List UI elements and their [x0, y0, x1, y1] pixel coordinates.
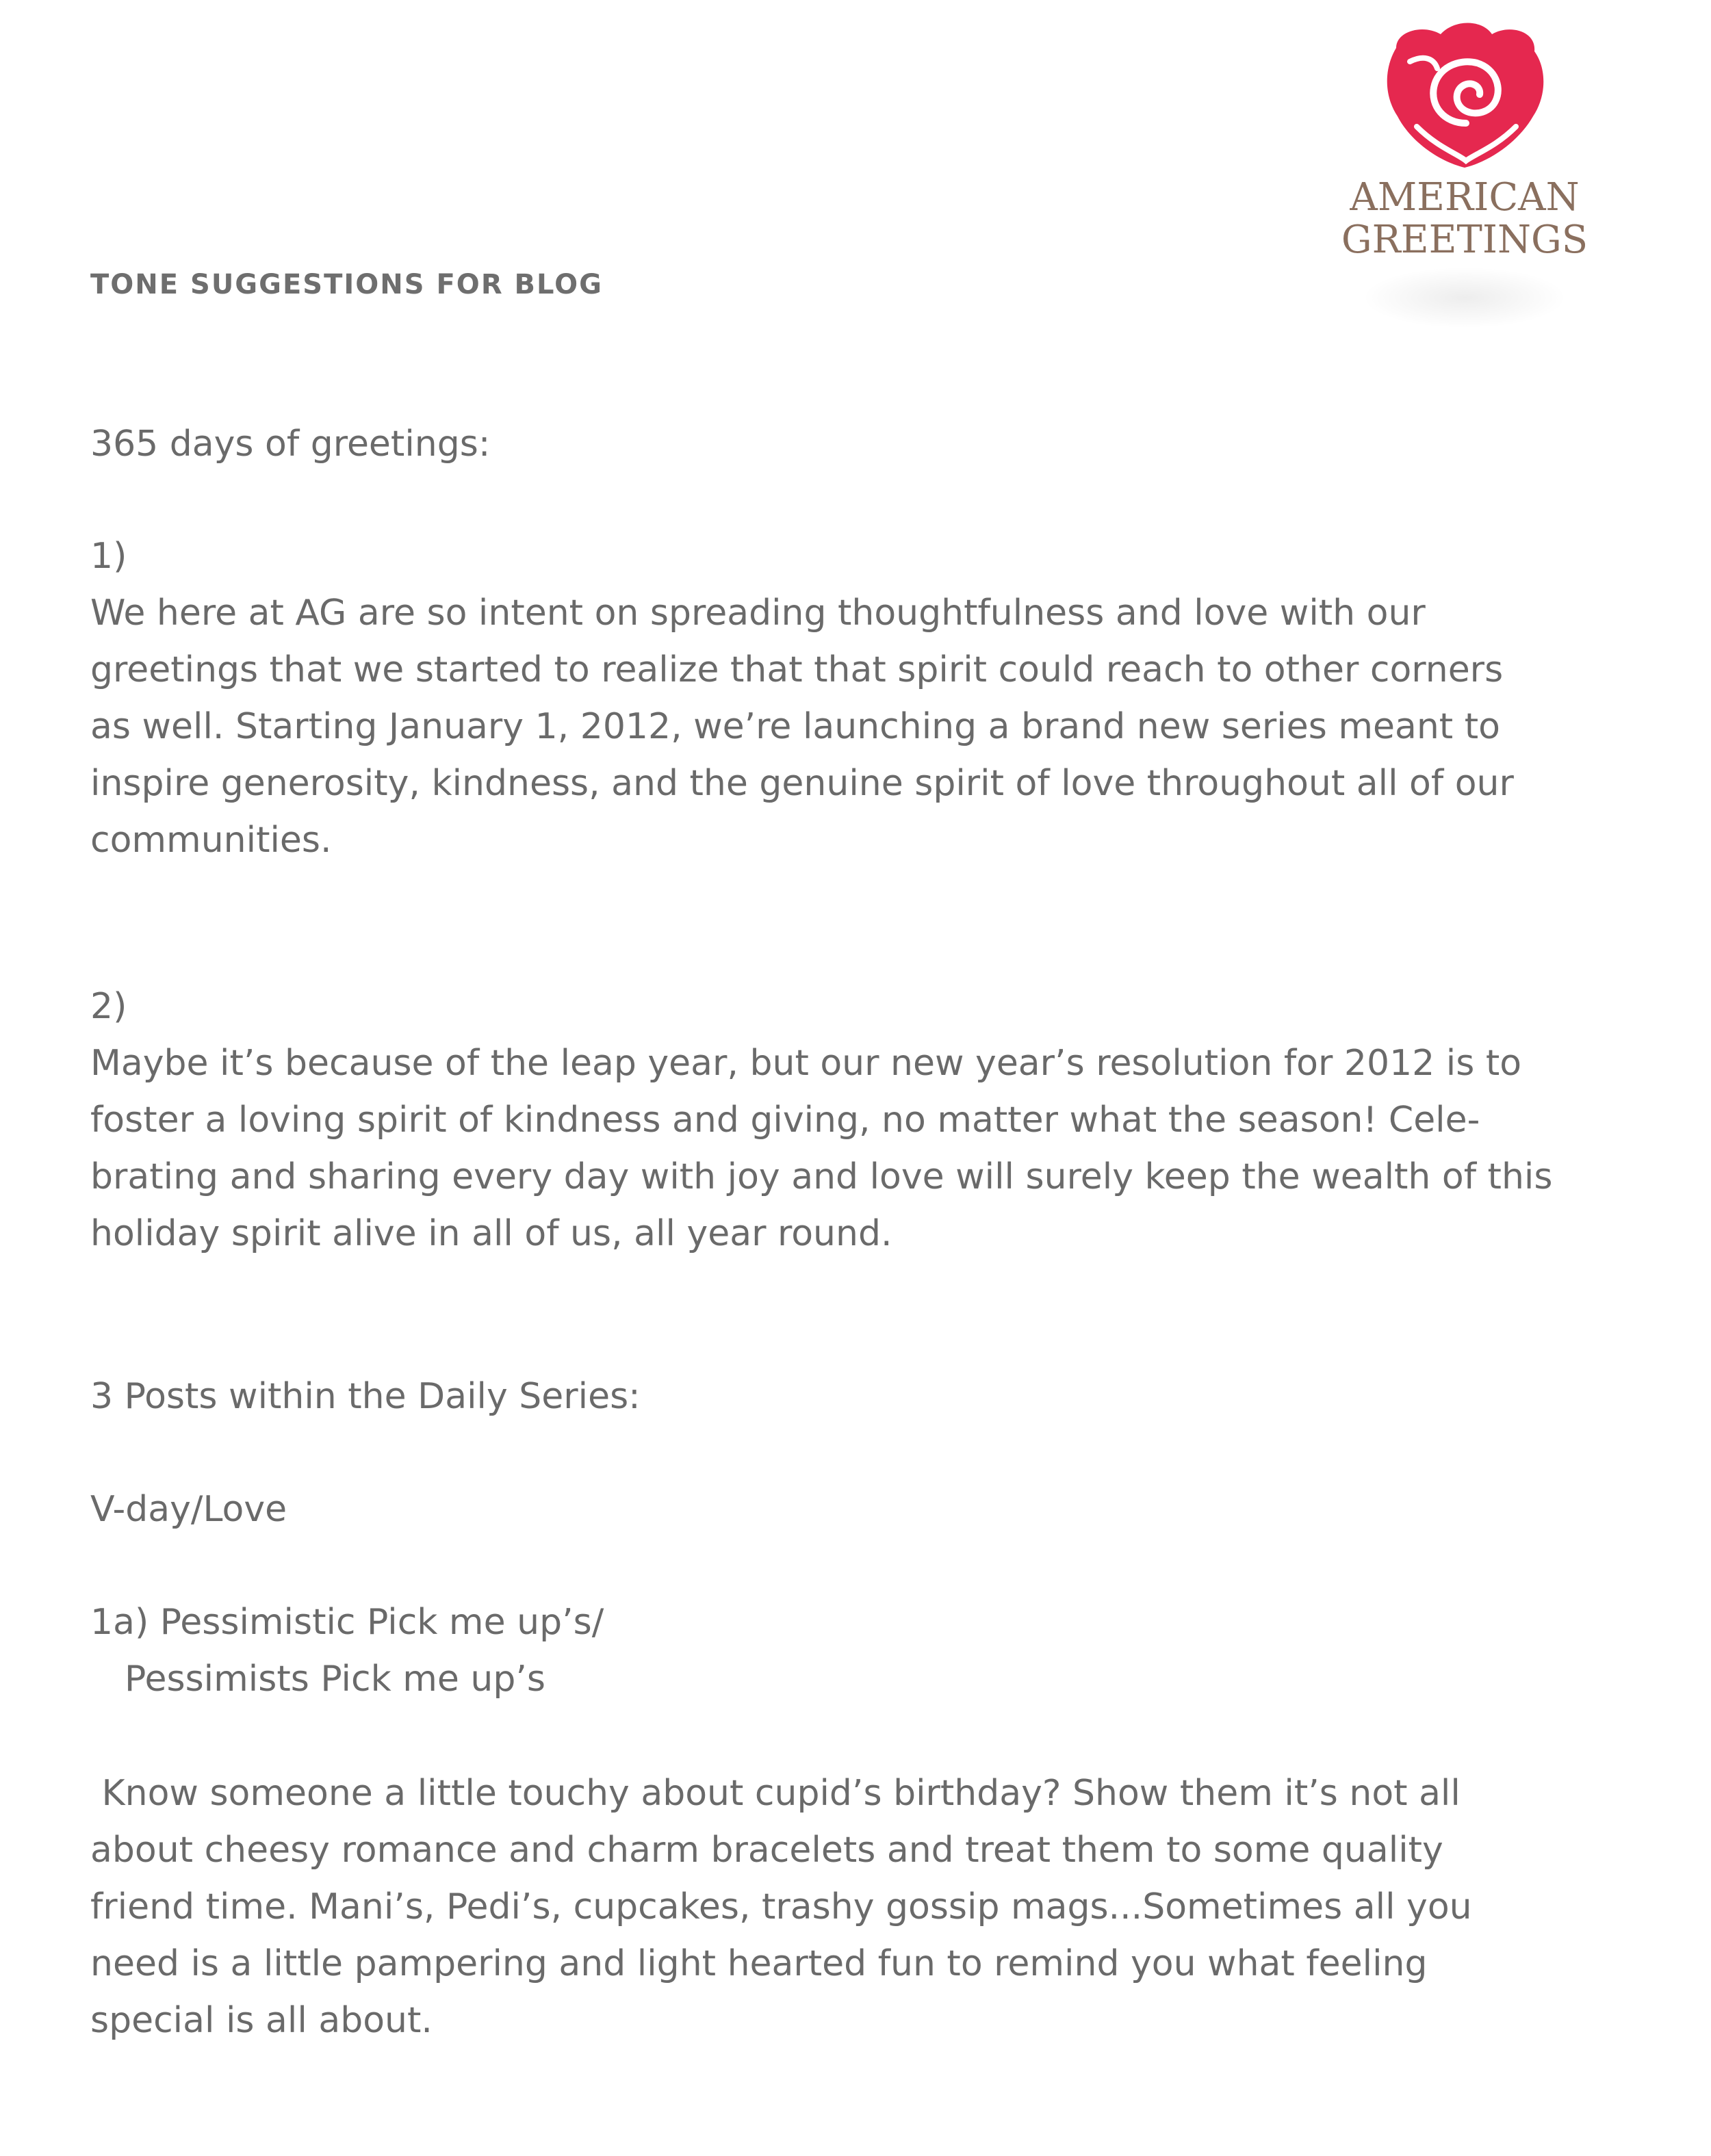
- heading-block: [90, 267, 603, 302]
- category-label: V-day/Love: [90, 1489, 287, 1530]
- posts-title-block: [90, 1368, 641, 1425]
- logo-wordmark: [1321, 177, 1608, 261]
- post-1a-body-line: special is all about.: [90, 2000, 433, 2041]
- logo-shadow: [1362, 267, 1567, 328]
- option-2-line: holiday spirit alive in all of us, all year round.: [90, 1213, 892, 1254]
- rose-icon: [1321, 21, 1608, 178]
- option-1-line: communities.: [90, 820, 332, 861]
- post-1a-body-line: need is a little pampering and light hearted fun to remind you what feeling: [90, 1943, 1428, 1984]
- post-1a-body: [90, 1765, 1472, 2049]
- category-block: [90, 1481, 287, 1538]
- post-1a-body-line: Know someone a little touchy about cupid’s birthday? Show them it’s not all: [90, 1773, 1461, 1814]
- american-greetings-logo: [1321, 21, 1608, 322]
- post-1a-line-1: 1a) Pessimistic Pick me up’s/: [90, 1602, 604, 1643]
- option-1-line: as well. Starting January 1, 2012, we’re launching a brand new series meant to: [90, 706, 1500, 747]
- option-1-line: We here at AG are so intent on spreading thoughtfulness and love with our: [90, 593, 1426, 634]
- option-2-line: brating and sharing every day with joy and love will surely keep the wealth of this: [90, 1156, 1553, 1197]
- logo-line-1: AMERICAN: [1350, 175, 1580, 220]
- option-1-line: inspire generosity, kindness, and the genuine spirit of love throughout all of our: [90, 763, 1514, 804]
- posts-title: 3 Posts within the Daily Series:: [90, 1376, 641, 1417]
- logo-line-2: GREETINGS: [1341, 218, 1588, 262]
- option-1-line: greetings that we started to realize that that spirit could reach to other corners: [90, 649, 1504, 690]
- option-2-label: 2): [90, 986, 127, 1027]
- section-title-block: [90, 416, 490, 473]
- option-2-line: foster a loving spirit of kindness and giving, no matter what the season! Cele-: [90, 1100, 1480, 1141]
- option-2: [90, 978, 1552, 1262]
- post-1a-body-line: about cheesy romance and charm bracelets and treat them to some quality: [90, 1830, 1443, 1871]
- post-1a-body-line: friend time. Mani’s, Pedi’s, cupcakes, trashy gossip mags...Sometimes all you: [90, 1886, 1472, 1927]
- option-2-line: Maybe it’s because of the leap year, but our new year’s resolution for 2012 is to: [90, 1043, 1522, 1084]
- option-1: [90, 528, 1514, 869]
- option-1-label: 1): [90, 536, 127, 577]
- page-title: TONE SUGGESTIONS FOR BLOG: [90, 269, 603, 300]
- post-1a-line-2: Pessimists Pick me up’s: [125, 1659, 545, 1700]
- section-title: 365 days of greetings:: [90, 424, 491, 465]
- post-1a-title: [90, 1594, 604, 1708]
